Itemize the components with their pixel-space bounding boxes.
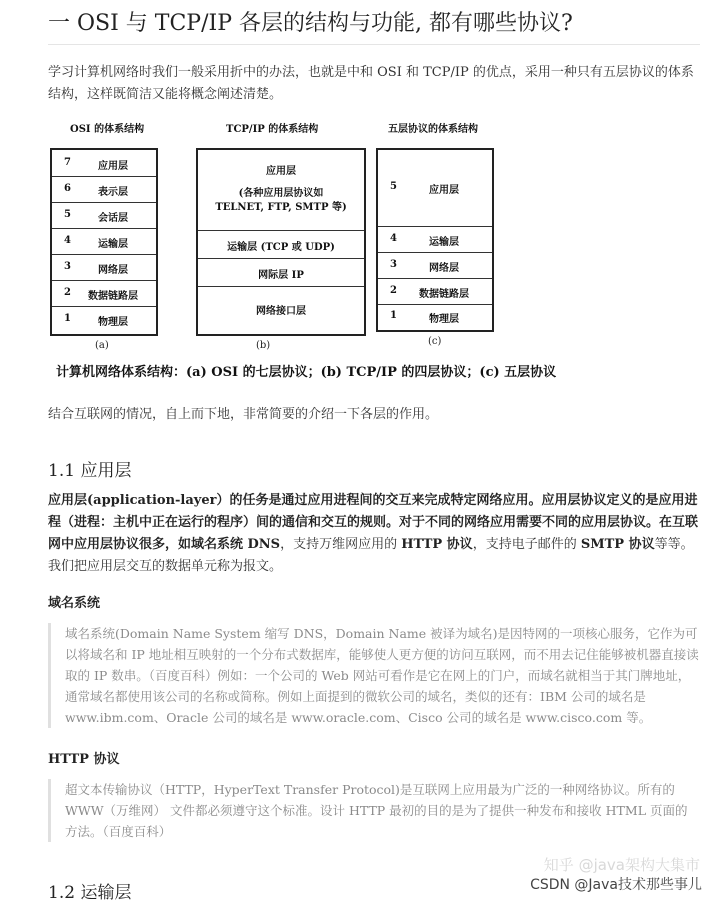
dns-heading: 域名系统 <box>48 596 101 611</box>
lead-paragraph: 结合互联网的情况，自上而下地，非常简要的介绍一下各层的作用。 <box>48 407 439 422</box>
five-layer-5: 5 应用层 <box>378 150 492 227</box>
five-layer-3: 3 网络层 <box>378 252 492 279</box>
five-layer-4: 4 运输层 <box>378 226 492 253</box>
dns-quote <box>48 623 713 728</box>
osi-layer-7: 7 应用层 <box>52 150 156 177</box>
section-1-1-heading: 1.1 应用层 <box>48 461 132 481</box>
http-heading: HTTP 协议 <box>48 752 120 767</box>
five-layer-title: 五层协议的体系结构 <box>388 124 478 135</box>
five-layer-1: 1 物理层 <box>390 310 459 325</box>
intro-paragraph: 学习计算机网络时我们一般采用折中的办法，也就是中和 OSI 和 TCP/IP 的优点，采用一种只有五层协议的体系结构，这样既简洁又能将概念阐述清楚。 <box>48 65 694 102</box>
application-layer-paragraph: 应用层(application-layer）的任务是通过应用进程间的交互来完成特定网络应用。应用层协议定义的是应用进程（进程：主机中正在运行的程序）间的通信和交互的规则。对于不同的网络应用需要不同的应用层协议。在互联网中应用层协议很多，如域名系统 DNS，支持万维网应用的 HTTP 协议，支持电子邮件的 SMTP 协议等等。我们把应用层交互的数据单元称为报文。 <box>48 493 699 574</box>
zhihu-watermark: 知乎 @java架构大集市 <box>543 856 700 874</box>
osi-layer-2: 2 数据链路层 <box>52 280 156 307</box>
osi-stack <box>50 148 158 336</box>
osi-sub-label: (a) <box>95 340 109 351</box>
tcpip-title: TCP/IP 的体系结构 <box>226 124 319 135</box>
osi-title: OSI 的体系结构 <box>70 124 145 135</box>
page-title: 一 OSI 与 TCP/IP 各层的结构与功能, 都有哪些协议? <box>48 11 573 36</box>
tcpip-application-layer: 应用层 (各种应用层协议如 TELNET, FTP, SMTP 等) <box>198 150 364 231</box>
osi-layer-4: 4 运输层 <box>52 228 156 255</box>
http-quote-text: 超文本传输协议（HTTP，HyperText Transfer Protocol)是互联网上应用最为广泛的一种网络协议。所有的 WWW（万维网） 文件都必须遵守这个标准。设计 HTTP 最初的目的是为了提供一种发布和接收 HTML 页面的方法。（百度百科） <box>65 782 688 839</box>
http-quote <box>48 779 713 842</box>
osi-layer-5: 5 会话层 <box>52 202 156 229</box>
tcpip-sub-label: (b) <box>256 340 271 351</box>
osi-layer-6: 6 表示层 <box>52 176 156 203</box>
title-divider <box>48 44 700 45</box>
five-layer-sub-label: (c) <box>428 336 442 347</box>
tcpip-stack <box>196 148 366 336</box>
dns-quote-text: 域名系统(Domain Name System 缩写 DNS，Domain Name 被译为域名)是因特网的一项核心服务，它作为可以将域名和 IP 地址相互映射的一个分布式数据库，能够使人更方便的访问互联网，而不用去记住能够被机器直接读取的 IP 数串。（百度百科）例如：一个公司的 Web 网站可看作是它在网上的门户，而域名就相当于其门牌地址，通常域名都使用该公司的名称或简称。例如上面提到的微软公司的域名，类似的还有：IBM 公司的域名是 www.ibm.com、Oracle 公司的域名是 www.oracle.com、Cisco 公司的域名是 www.cisco.com 等。 <box>65 626 699 725</box>
section-1-2-heading: 1.2 运输层 <box>48 883 132 903</box>
network-architecture-figure <box>48 112 568 384</box>
osi-layer-1: 1 物理层 <box>64 313 128 328</box>
tcpip-transport-layer: 运输层 (TCP 或 UDP) <box>198 230 364 259</box>
osi-layer-3: 3 网络层 <box>52 254 156 281</box>
csdn-watermark: CSDN @Java技术那些事儿 <box>530 877 702 893</box>
five-layer-2: 2 数据链路层 <box>378 278 492 305</box>
figure-caption: 计算机网络体系结构：(a) OSI 的七层协议；(b) TCP/IP 的四层协议；(c) 五层协议 <box>56 365 557 380</box>
five-layer-stack <box>376 148 494 332</box>
tcpip-internet-layer: 网际层 IP <box>198 258 364 287</box>
tcpip-link-layer: 网络接口层 <box>256 306 306 317</box>
